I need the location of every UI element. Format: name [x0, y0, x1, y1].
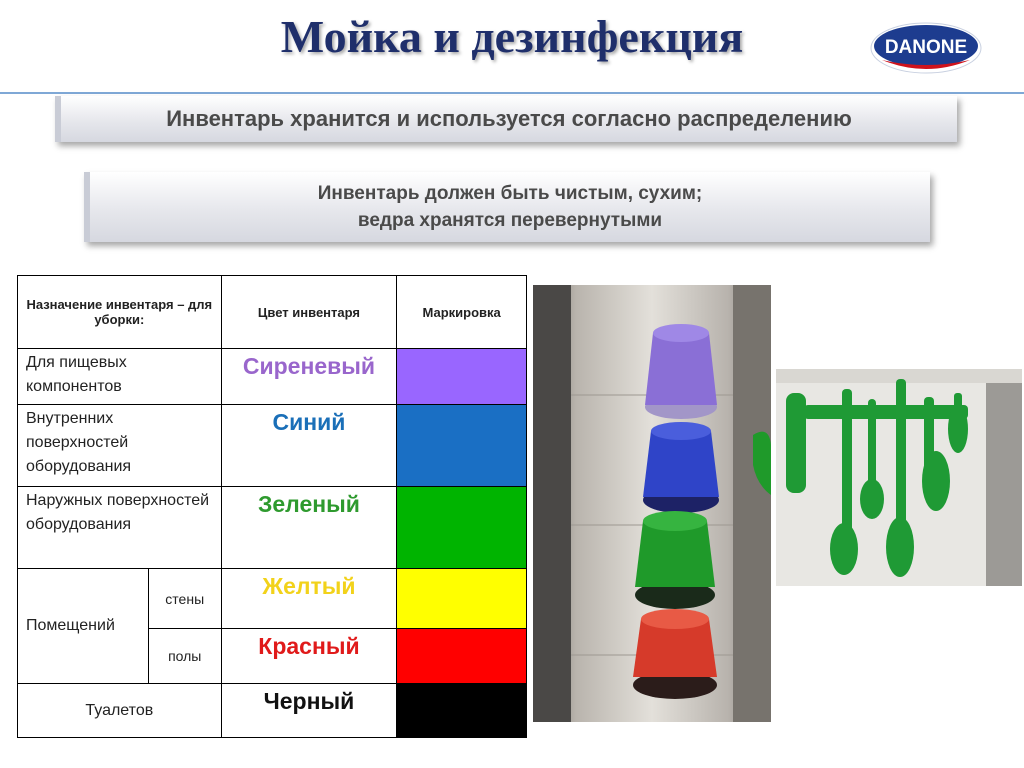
blue-bucket — [643, 422, 719, 513]
red-bucket — [633, 609, 717, 699]
brushes-photo — [776, 369, 1022, 586]
buckets-photo — [533, 285, 771, 722]
row-color-swatch — [397, 569, 527, 629]
row-color-swatch — [397, 349, 527, 405]
row-color-name: Красный — [221, 629, 397, 684]
page-title: Мойка и дезинфекция — [280, 11, 744, 62]
row-color-name: Сиреневый — [221, 349, 397, 405]
row-purpose: Наружных поверхностей оборудования — [18, 487, 222, 569]
banner-line-2: ведра хранятся перевернутыми — [357, 210, 663, 231]
table-row — [18, 405, 527, 487]
logo-text: DANONE — [884, 37, 968, 58]
header-purpose: Назначение инвентаря – для уборки: — [18, 276, 222, 349]
row-color-name: Синий — [221, 405, 397, 487]
row-color-swatch — [397, 684, 527, 738]
danone-logo — [870, 22, 982, 74]
row-purpose: Для пищевых компонентов — [18, 349, 222, 405]
row-color-swatch — [397, 487, 527, 569]
banner-clean-dry — [84, 172, 930, 242]
row-sub-purpose: стены — [148, 569, 221, 629]
table-header-row — [18, 276, 527, 349]
table-row — [18, 569, 527, 629]
banner-distribution: Инвентарь хранится и используется согласно распределению — [55, 96, 957, 142]
green-bucket — [635, 511, 715, 609]
inventory-color-table — [17, 275, 527, 738]
row-purpose: Внутренних поверхностей оборудования — [18, 405, 222, 487]
row-color-swatch — [397, 405, 527, 487]
row-sub-purpose: полы — [148, 629, 221, 684]
table-row — [18, 684, 527, 738]
purple-bucket — [645, 324, 717, 419]
header-color: Цвет инвентаря — [221, 276, 397, 349]
table-row — [18, 487, 527, 569]
row-purpose: Туалетов — [18, 684, 222, 738]
row-color-name: Зеленый — [221, 487, 397, 569]
row-purpose: Помещений — [18, 569, 149, 684]
row-color-name: Желтый — [221, 569, 397, 629]
title-divider — [0, 92, 1024, 94]
row-color-swatch — [397, 629, 527, 684]
banner-line-1: Инвентарь должен быть чистым, сухим; — [317, 183, 703, 204]
table-row — [18, 349, 527, 405]
header-marking: Маркировка — [397, 276, 527, 349]
row-color-name: Черный — [221, 684, 397, 738]
